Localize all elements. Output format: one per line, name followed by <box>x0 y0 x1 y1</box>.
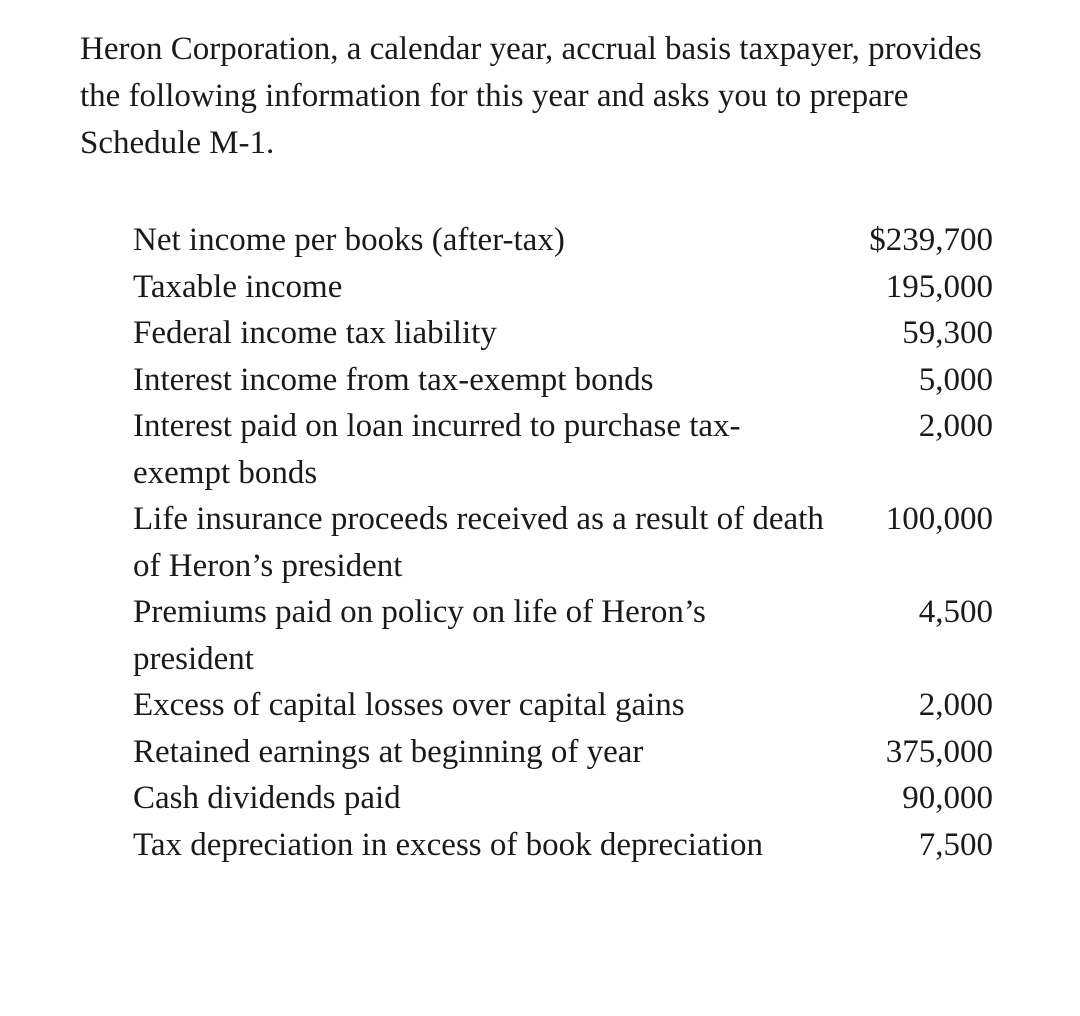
list-item <box>133 403 993 496</box>
list-item <box>133 729 993 776</box>
list-item <box>133 310 993 357</box>
item-amount: $239,700 <box>869 222 993 258</box>
item-label: Tax depreciation in excess of book depreciation <box>133 826 763 863</box>
list-item <box>133 357 993 404</box>
item-label: Net income per books (after-tax) <box>133 222 565 258</box>
item-amount: 2,000 <box>918 687 993 723</box>
item-label: Interest income from tax-exempt bonds <box>133 361 654 398</box>
item-amount: 375,000 <box>885 733 993 770</box>
item-label: Life insurance proceeds received as a result of death of Heron’s president <box>133 501 824 584</box>
item-amount: 100,000 <box>885 501 993 537</box>
item-amount: 90,000 <box>902 780 993 816</box>
list-item <box>133 822 993 869</box>
list-item <box>133 775 993 822</box>
list-item <box>133 589 993 682</box>
item-label: Interest paid on loan incurred to purchase tax-exempt bonds <box>133 408 741 491</box>
item-label: Taxable income <box>133 268 343 305</box>
item-label: Federal income tax liability <box>133 315 497 351</box>
list-item <box>133 496 993 589</box>
list-item <box>133 264 993 311</box>
financial-items-list <box>133 217 993 868</box>
item-amount: 7,500 <box>918 826 993 863</box>
item-amount: 59,300 <box>902 315 993 351</box>
item-label: Cash dividends paid <box>133 780 401 816</box>
item-label: Excess of capital losses over capital gains <box>133 687 685 723</box>
item-amount: 5,000 <box>918 361 993 398</box>
item-label: Premiums paid on policy on life of Heron’s president <box>133 594 706 677</box>
list-item <box>133 682 993 729</box>
item-label: Retained earnings at beginning of year <box>133 733 644 770</box>
list-item <box>133 217 993 264</box>
item-amount: 195,000 <box>885 268 993 305</box>
problem-statement: Heron Corporation, a calendar year, accrual basis taxpayer, provides the following information for this year and asks you to prepare Schedule M-1. <box>80 31 982 161</box>
item-amount: 4,500 <box>918 594 993 630</box>
item-amount: 2,000 <box>918 408 993 444</box>
